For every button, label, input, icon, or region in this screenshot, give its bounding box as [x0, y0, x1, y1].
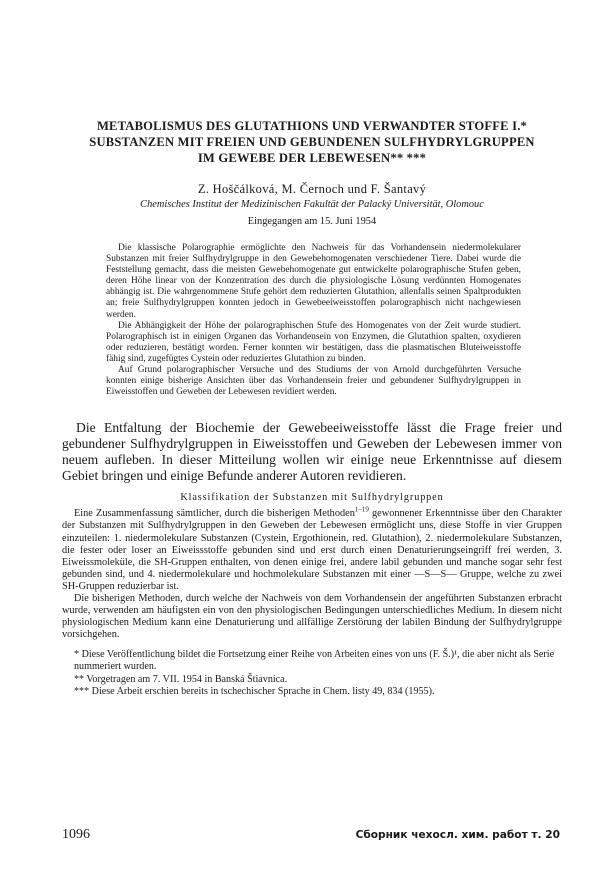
- footnote: * Diese Veröffentlichung bildet die Fortsetzung einer Reihe von Arbeiten eines von uns (F. Š.)¹, die aber nicht als Serie nummeriert wurden.: [74, 649, 555, 673]
- intro-paragraph: Die Entfaltung der Biochemie der Gewebeeiweisstoffe lässt die Frage freier und gebundener Sulfhydrylgruppen in Eiweisstoffen und Geweben der Lebewesen immer von neuem aufleben. In dieser Mitteilung wollen wir einige neue Erkenntnisse auf diesem Gebiet bringen und einige Befunde anderer Autoren revidieren.: [62, 420, 562, 484]
- body-paragraph: [62, 505, 562, 593]
- body-paragraph: Die bisherigen Methoden, durch welche der Nachweis von dem Vorhandensein der angeführten Substanzen erbracht wurde, verwenden am häufigsten ein von den physiologischen Bedingungen unterschiedliches Medium. In diesem nicht physiologischen Medium kann eine Denaturierung und allfällige Zerstörung der labilen Bindung der Sulfhydrylgruppe vorsichgehen.: [62, 592, 562, 641]
- article: [62, 118, 562, 698]
- introduction: [62, 420, 562, 484]
- title-line-3: IM GEWEBE DER LEBEWESEN** ***: [197, 151, 427, 165]
- abstract-paragraph: Die klassische Polarographie ermöglichte den Nachweis für das Vorhandensein niedermolekularer Substanzen mit freier Sulfhydrylgruppe in den Gewebehomogenaten verschiedener Tiere. Dabei wurde die Feststellung gemacht, dass die meisten Gewebehomogenate gut entwickelte polarographische Stufen geben, deren Höhe linear von der Konzentration des durch die physiologische Lösung verdünnten Homogenates abhängig ist. Die wahrgenommene Stufe gehört dem reduzierten Glutathion, allenfalls seinen Spaltprodukten an; freie Sulfhydrylgruppen konnten jedoch in Gewebeeiweisstoffen polarographisch nicht nachgewiesen werden.: [106, 243, 521, 320]
- affiliation: Chemisches Institut der Medizinischen Fakultät der Palacký Universität, Olomouc: [140, 199, 484, 210]
- body-text-run: Eine Zusammenfassung sämtlicher, durch die bisherigen Methoden: [74, 508, 355, 520]
- abstract: [106, 243, 521, 398]
- footnote: ** Vorgetragen am 7. VII. 1954 in Banská Štiavnica.: [74, 673, 288, 685]
- page-footer: [62, 827, 560, 843]
- authors: Z. Hoščálková, M. Černoch und F. Šantavý: [197, 182, 427, 196]
- body-text: [62, 505, 562, 641]
- citation-superscript: 1–19: [354, 505, 369, 514]
- abstract-paragraph: Auf Grund polarographischer Versuche und des Studiums der von Arnold durchgeführten Versuche konnten einige bisherige Ansichten über das Vorhandensein freier und gebundener Sulfhydrylgruppen in Eiweisstoffen und Geweben der Lebewesen revidiert werden.: [106, 365, 521, 398]
- body-text-run: gewonnener Erkenntnisse über den Charakter der Substanzen mit Sulfhydrylgruppen in den Geweben der Lebewesen ermöglicht uns, diese Stoffe in vier Gruppen einzuteilen: 1. niedermolekulare Substanzen (Cystein, Ergothionein, red. Glutathion), 2. niedermolekulare Substanzen, die fester oder loser an Eiweissstoffe gebunden sind und erst durch einen Denaturierungseingriff frei werden, 3. Eiweissmoleküle, die SH-Gruppen enthalten, von denen einige frei, andere labil gebunden und manche sogar sehr fest gebunden sind, und 4. niedermolekulare und hochmolekulare Substanzen mit einer —S—S— Gruppe, welche zu zwei SH-Gruppen reduzierbar ist.: [62, 508, 562, 592]
- abstract-paragraph: Die Abhängigkeit der Höhe der polarographischen Stufe des Homogenates von der Zeit wurde studiert. Polarographisch ist in einigen Organen das Vorhandensein von Enzymen, die Glutathion spalten, oxydieren oder reduzieren, bestätigt worden. Ferner konnten wir bestätigen, dass die plasmatischen Bluteiweisstoffe fähig sind, zugefügtes Cystein oder reduziertes Glutathion zu binden.: [106, 320, 521, 364]
- footnote: *** Diese Arbeit erschien bereits in tschechischer Sprache in Chem. listy 49, 834 (1955).: [74, 685, 435, 697]
- title-line-2: SUBSTANZEN MIT FREIEN UND GEBUNDENEN SULFHYDRYLGRUPPEN: [89, 135, 535, 149]
- title-line-1: METABOLISMUS DES GLUTATHIONS UND VERWANDTER STOFFE I.*: [96, 119, 528, 133]
- section-heading: Klassifikation der Substanzen mit Sulfhydrylgruppen: [180, 492, 444, 504]
- received-date: Eingegangen am 15. Juni 1954: [247, 216, 377, 227]
- article-title: [62, 118, 562, 166]
- footnotes: [62, 649, 562, 697]
- page-number: 1096: [62, 827, 90, 842]
- journal-reference: Сборник чехосл. хим. работ т. 20: [355, 829, 560, 841]
